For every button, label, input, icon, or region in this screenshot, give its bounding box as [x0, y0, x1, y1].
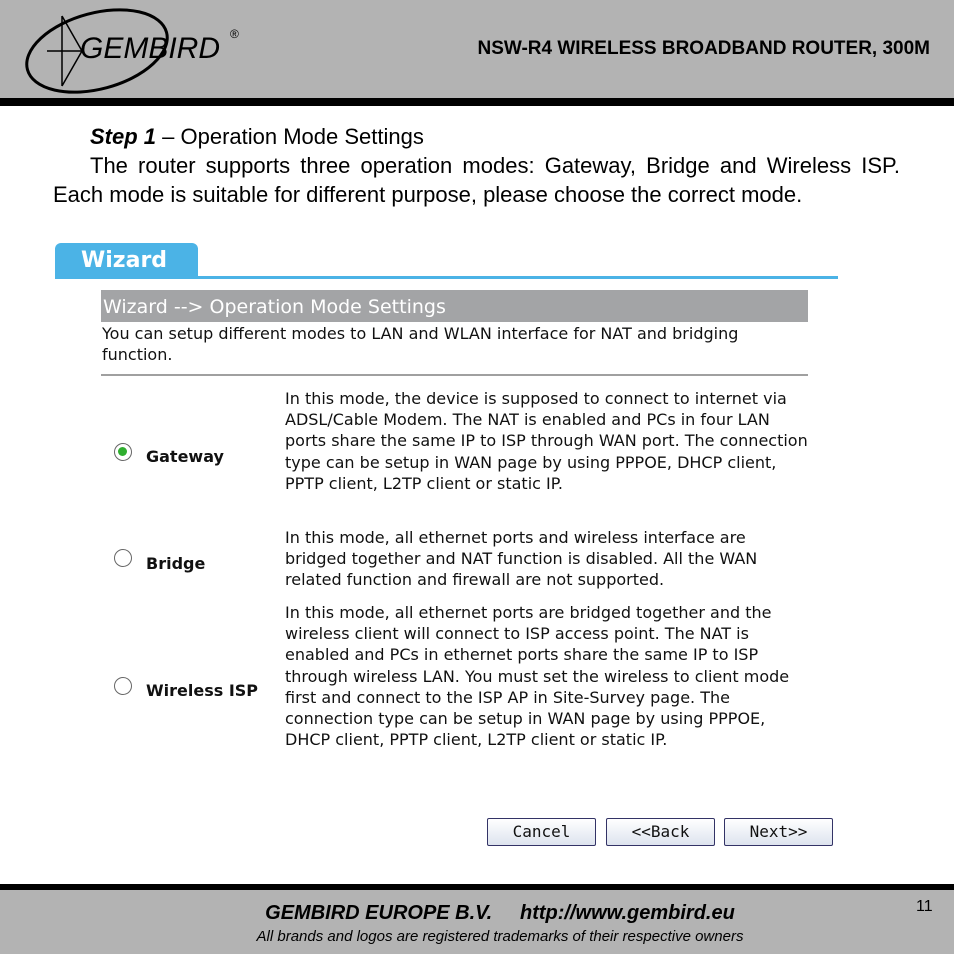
next-button[interactable]: Next>> — [724, 818, 833, 846]
svg-text:GEMBIRD: GEMBIRD — [80, 32, 221, 65]
step-heading — [90, 122, 424, 151]
radio-wireless-isp[interactable] — [114, 677, 132, 695]
divider — [101, 374, 808, 376]
document-title: NSW-R4 WIRELESS BROADBAND ROUTER, 300M — [477, 38, 930, 59]
label-wireless-isp: Wireless ISP — [146, 681, 259, 700]
gembird-logo — [22, 6, 262, 96]
label-gateway: Gateway — [146, 447, 224, 466]
radio-gateway[interactable] — [114, 443, 132, 461]
intro-paragraph: The router supports three operation modes: Gateway, Bridge and Wireless ISP. Each mode is suitable for different purpose, please choose the correct mode. — [53, 153, 900, 207]
back-button[interactable]: <<Back — [606, 818, 715, 846]
footer-company: GEMBIRD EUROPE B.V. http://www.gembird.eu — [265, 902, 735, 924]
header-divider — [0, 98, 954, 106]
section-title-bar: Wizard --> Operation Mode Settings — [101, 290, 808, 322]
radio-bridge[interactable] — [114, 549, 132, 567]
section-description: You can setup different modes to LAN and WLAN interface for NAT and bridging function. — [102, 324, 739, 364]
svg-text:®: ® — [230, 27, 239, 41]
wizard-tab[interactable]: Wizard — [55, 243, 198, 277]
label-bridge: Bridge — [146, 554, 206, 573]
footer-trademark: All brands and logos are registered trademarks of their respective owners — [256, 928, 744, 945]
tab-underline — [55, 276, 838, 279]
step-label: Step 1 — [90, 124, 157, 149]
bridge-description: In this mode, all ethernet ports and wireless interface are bridged together and NAT function is disabled. All the WAN related function and firewall are not supported. — [285, 528, 758, 590]
page-number: 11 — [916, 898, 933, 915]
gateway-description: In this mode, the device is supposed to connect to internet via ADSL/Cable Modem. The NAT is enabled and PCs in four LAN ports share the same IP to ISP through WAN port. The connection type can be setup in WAN page by using PPPOE, DHCP client, PPTP client, L2TP client or static IP. — [285, 389, 808, 493]
cancel-button[interactable]: Cancel — [487, 818, 596, 846]
wireless-isp-description: In this mode, all ethernet ports are bridged together and the wireless client will connect to ISP access point. The NAT is enabled and PCs in ethernet ports share the same IP to ISP through wireless LAN. You must set the wireless to client mode first and connect to the ISP AP in Site-Survey page. The connection type can be setup in WAN page by using PPPOE, DHCP client, PPTP client, L2TP client or static IP. — [285, 603, 790, 750]
step-title: – Operation Mode Settings — [156, 124, 424, 149]
